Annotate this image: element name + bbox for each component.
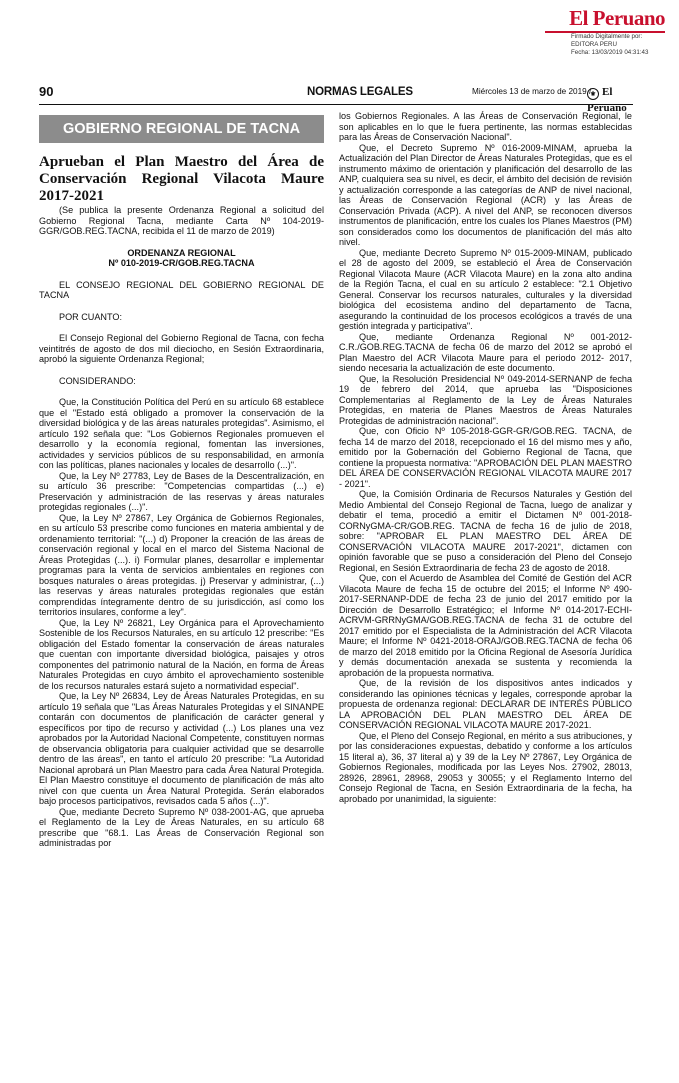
paragraph: Que, la Constitución Política del Perú en su artículo 68 establece que el "Estado está obligado a promover la conservación de la diversidad biológica y de las áreas naturales protegidas". Asimismo, el artículo 192 señala que: "Los Gobiernos Regionales promueven el desarrollo y la economía regional, fomentan las inversiones, actividades y servicios públicos de su responsabilidad, en armonía con las políticas, planes nacionales y locales de desarrollo (...)". bbox=[39, 397, 324, 470]
signed-line-2: EDITORA PERU bbox=[571, 41, 617, 48]
paper-name: El Peruano bbox=[587, 86, 627, 114]
considerando-heading: CONSIDERANDO: bbox=[59, 375, 136, 386]
por-cuanto: POR CUANTO: bbox=[59, 311, 122, 322]
paragraph: Que, de la revisión de los dispositivos antes indicados y considerando las opiniones técnicas y legales, corresponde aprobar la propuesta de ordenanza regional: DECLARAR DE INTERÉS PÚBLICO LA APROBACIÓN DEL PLAN MAESTRO DEL ÁREA DE CONSERVACIÓN REGIONAL VILACOTA MAURE 2017-2021. bbox=[339, 678, 632, 730]
council-heading: EL CONSEJO REGIONAL DEL GOBIERNO REGIONAL DE TACNA bbox=[39, 279, 324, 300]
paragraph: Que, mediante Decreto Supremo Nº 015-2009-MINAM, publicado el 28 de agosto del 2009, se estableció el Área de Conservación Regional Vilacota Maure (ACR Vilacota Maure) en la zona alto andina de la Región Tacna, el cual en su artículo 2 establece: "2.1 Objetivo General. Conservar los recursos naturales, culturales y la diversidad biológica del ecosistema andino del departamento de Tacna, asegurando la continuidad de los procesos ecológicos a través de una gestión integrada y participativa". bbox=[339, 247, 632, 331]
page-number: 90 bbox=[39, 84, 54, 99]
paragraph: Que, el Pleno del Consejo Regional, en mérito a sus atribuciones, y por las consideraciones expuestas, debatido y conforme a los artículos 15 literal a), 36, 37 literal a) y 39 de la Ley Nº 27867, Ley Orgánica de Gobiernos Regionales, modificada por las Leyes Nos. 27902, 28013, 28926, 28961, 28968, 29053 y 30055; y el Reglamento Interno del Consejo Regional de Tacna, en Sesión Extraordinaria de la fecha, ha aprobado por unanimidad, la siguiente: bbox=[339, 730, 632, 804]
paragraph: Que, la Comisión Ordinaria de Recursos Naturales y Gestión del Medio Ambiental del Consejo Regional de Tacna, luego de analizar y debatir el tema, procedió a emitir el Dictamen Nº 001-2018-CORNyGMA-CR/GOB.REG. TACNA de fecha 16 de julio de 2018, sobre: "APROBAR EL PLAN MAESTRO DEL ÁREA DE CONSERVACIÓN VILACOTA MAURE 2017-2021", dictamen con opinión favorable que se puso a consideración del Pleno del Consejo Regional, en Sesión Extraordinaria de fecha 23 de agosto de 2018. bbox=[339, 489, 632, 573]
paragraph: Que, la Ley Nº 26821, Ley Orgánica para el Aprovechamiento Sostenible de los Recursos Naturales, en su artículo 12 prescribe: "Es obligación del Estado fomentar la conservación de áreas naturales que cuentan con importante diversidad biológica, paisajes y otros componentes del patrimonio natural de la Nación, en forma de Áreas Naturales Protegidas en cuyo ámbito el aprovechamiento sostenible de los recursos naturales estará sujeto a normatividad especial". bbox=[39, 617, 324, 691]
paragraph: Que, la Ley Nº 26834, Ley de Áreas Naturales Protegidas, en su artículo 19 señala que "Las Áreas Naturales Protegidas y el SINANPE contarán con documentos de planificación de carácter general y específicos por tipo de recurso y actividad (...) Los planes una vez aprobados por la Autoridad Nacional Competente, constituyen normas de observancia obligatoria para cualquier actividad que se desarrolle dentro de las áreas", en tanto el artículo 20 prescribe: "La Autoridad Nacional aprobará un Plan Maestro para cada Área Natural Protegida. El Plan Maestro constituye el documento de planificación de más alto nivel con que cuenta un Área Natural Protegida. Serán elaborados bajo procesos participativos, revisados cada 5 años (...)". bbox=[39, 691, 324, 806]
article-title: Aprueban el Plan Maestro del Área de Conservación Regional Vilacota Maure 2017-2021 bbox=[39, 154, 324, 204]
digital-signature-stamp bbox=[571, 33, 675, 57]
paragraph: Que, la Ley Nº 27783, Ley de Bases de la Descentralización, en su artículo 36 prescribe: "Competencias compartidas (...) e) Preservación y administración de las reservas y áreas naturales protegidas regionales (...)". bbox=[39, 470, 324, 512]
paragraph: Que, mediante Ordenanza Regional Nº 001-2012-C.R./GOB.REG.TACNA de fecha 06 de marzo del 2012 se aprobó el Plan Maestro del ACR Vilacota Maure para el periodo 2012- 2017, siendo necesaria la actualización de este documento. bbox=[339, 331, 632, 373]
paragraph: El Consejo Regional del Gobierno Regional de Tacna, con fecha veintitrés de agosto de dos mil dieciocho, en Sesión Extraordinaria, aprobó la siguiente Ordenanza Regional; bbox=[39, 333, 324, 364]
shield-icon: ⚜ bbox=[587, 88, 599, 100]
paragraph: Que, el Decreto Supremo Nº 016-2009-MINAM, aprueba la Actualización del Plan Director de Áreas Naturales Protegidas, que es el instrumento máximo de orientación y planificación del desarrollo de las ANP, cualquiera sea su nivel, es decir, el ámbito del decisión de revisión y actualización corresponde a las categorías de ANP de nivel nacional, las Áreas de Conservación Regional (ACR) y las Áreas de Conservación Privada (ACP). A nivel del ANP, se reconocen diversos instrumentos de planificación, entre los cuales los Planes Maestros (PM) son considerados como los documentos de planificación del más alto nivel. bbox=[339, 142, 632, 247]
section-title: NORMAS LEGALES bbox=[307, 86, 413, 98]
paragraph: Que, la Ley Nº 27867, Ley Orgánica de Gobiernos Regionales, en su artículo 53 prescribe como funciones en materia ambiental y de ordenamiento territorial: "(...) d) Proponer la creación de las áreas de conservación regional y local en el marco del Sistema Nacional de Áreas Protegidas (...). i) Formular planes, desarrollar e implementar programas para la venta de servicios ambientales en regiones con bosques naturales o áreas protegidas. j) Preservar y administrar, (...) las reservas y áreas naturales protegidas regionales que están comprendidas íntegramente dentro de su jurisdicción, así como los territorios insulares, conforme a ley". bbox=[39, 512, 324, 617]
ordinance-heading: ORDENANZA REGIONAL bbox=[127, 247, 236, 258]
signed-line-1: Firmado Digitalmente por: bbox=[571, 33, 643, 40]
publication-note: (Se publica la presente Ordenanza Regional a solicitud del Gobierno Regional Tacna, mediante Carta Nº 104-2019-GGR/GOB.REG.TACNA, recibida el 11 de marzo de 2019) bbox=[39, 205, 324, 236]
issue-date: Miércoles 13 de marzo de 2019 / bbox=[472, 87, 592, 96]
el-peruano-logo: El Peruano bbox=[569, 6, 665, 30]
paragraph: Que, mediante Decreto Supremo Nº 038-2001-AG, que aprueba el Reglamento de la Ley de Áreas Naturales, en su artículo 68 prescribe que "68.1. Las Áreas de Conservación Regional son administradas por bbox=[39, 806, 324, 848]
right-column bbox=[339, 111, 632, 804]
running-header bbox=[39, 84, 633, 114]
paragraph: Que, con Oficio Nº 105-2018-GGR-GR/GOB.REG. TACNA, de fecha 14 de marzo del 2018, recepcionado el 16 del mismo mes y año, emitido por la Gobernación del Gobierno Regional de Tacna, que contiene la propuesta normativa: "APROBACIÓN DEL PLAN MAESTRO DEL ÁREA DE CONSERVACIÓN REGIONAL VILACOTA MAURE 2017 - 2021". bbox=[339, 426, 632, 489]
section-banner: GOBIERNO REGIONAL DE TACNA bbox=[39, 115, 324, 143]
paragraph: los Gobiernos Regionales. A las Áreas de Conservación Regional, le son aplicables en lo que le fuera pertinente, las normas establecidas para las Áreas de Conservación Nacional". bbox=[339, 111, 632, 142]
left-column bbox=[39, 115, 324, 849]
signed-line-3: Fecha: 13/03/2019 04:31:43 bbox=[571, 49, 649, 56]
paragraph: Que, con el Acuerdo de Asamblea del Comité de Gestión del ACR Vilacota Maure de fecha 15 de octubre del 2015; el Informe Nº 490-2017-SERNANP-DDE de fecha 23 de junio del 2017 emitido por la Dirección de Desarrollo Estratégico; el Informe Nº 014-2017-ECHI-ACRVM-GRRNyGMA/GOB.REG.TACNA de fecha 31 de octubre del 2017 emitido por el Especialista de la Administración del ACR Vilacota Maure; el Informe Nº 0421-2018-ORAJ/GOB.REG.TACNA de fecha 06 de marzo del 2018 emitido por la Oficina Regional de Asesoría Jurídica y demás documentación anexada se sustenta y recomienda la aprobación de la propuesta normativa. bbox=[339, 573, 632, 678]
ordinance-number: Nº 010-2019-CR/GOB.REG.TACNA bbox=[108, 258, 255, 268]
masthead bbox=[545, 6, 665, 33]
paragraph: Que, la Resolución Presidencial Nº 049-2014-SERNANP de fecha 19 de febrero del 2014, que aprueba las "Disposiciones Complementarias al Reglamento de la Ley de Áreas Naturales Protegidas, en materia de Planes Maestros de Áreas Naturales Protegidas de administración nacional". bbox=[339, 373, 632, 426]
